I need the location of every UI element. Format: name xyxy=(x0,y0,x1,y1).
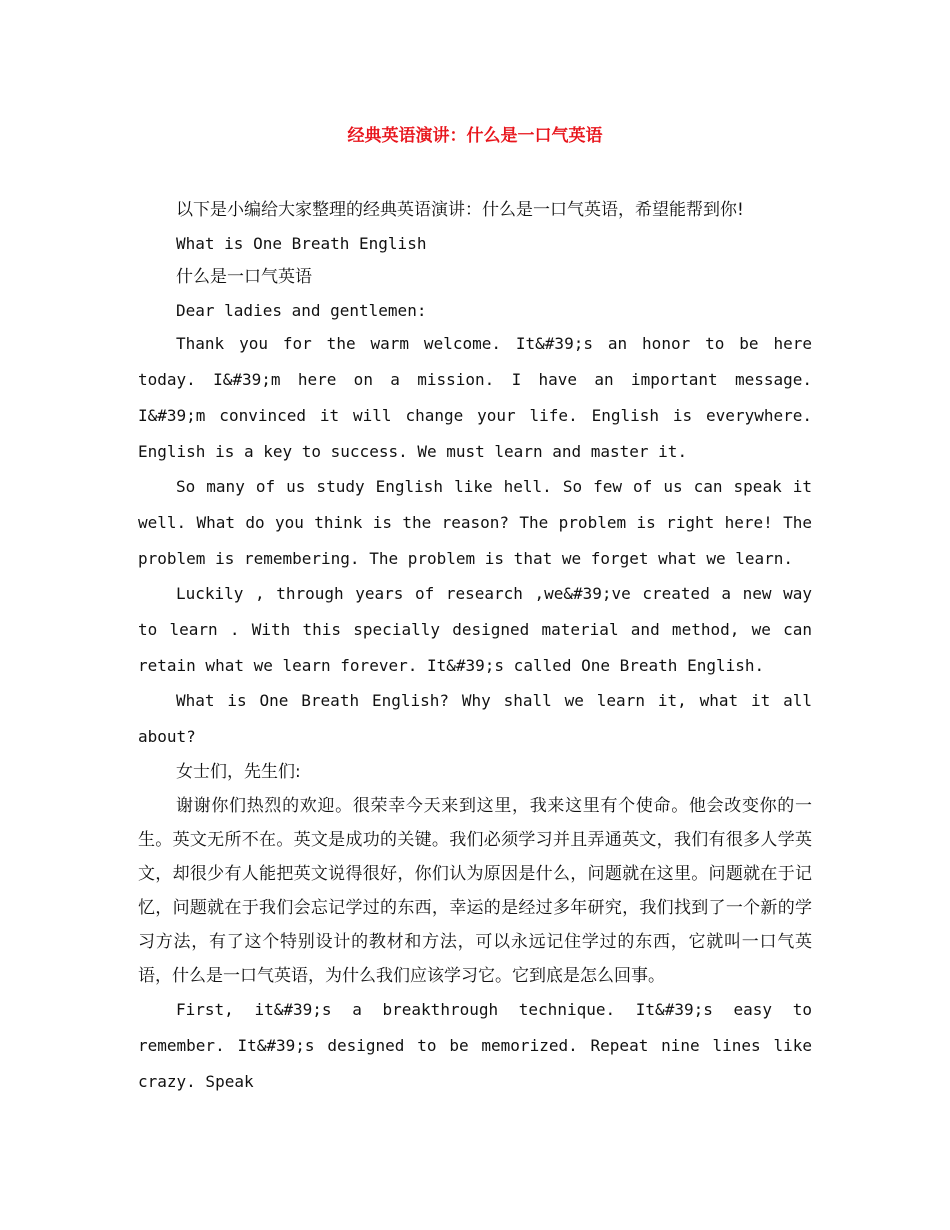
document-title: 经典英语演讲：什么是一口气英语 xyxy=(347,126,603,146)
paragraph-question: What is One Breath English? Why shall we learn it, what it all about? xyxy=(138,691,812,746)
chinese-heading: 什么是一口气英语 xyxy=(176,267,312,287)
paragraph-welcome: Thank you for the warm welcome. It&#39;s an honor to be here today. I&#39;m here on a mission. I have an important message. I&#39;m convinced it will change your life. English is everywhere. English is a key to success. We must learn and master it. xyxy=(138,334,812,461)
paragraph-problem: So many of us study English like hell. So few of us can speak it well. What do you think is the reason? The problem is right here! The problem is remembering. The problem is that we forget what we learn. xyxy=(138,477,812,568)
document-body xyxy=(138,193,812,1100)
paragraph-chinese-translation: 谢谢你们热烈的欢迎。很荣幸今天来到这里，我来这里有个使命。他会改变你的一生。英文无所不在。英文是成功的关键。我们必须学习并且弄通英文，我们有很多人学英文，却很少有人能把英文说得很好，你们认为原因是什么，问题就在这里。问题就在于记忆，问题就在于我们会忘记学过的东西，幸运的是经过多年研究，我们找到了一个新的学习方法，有了这个特别设计的教材和方法，可以永远记住学过的东西，它就叫一口气英语，什么是一口气英语，为什么我们应该学习它。它到底是怎么回事。 xyxy=(138,796,812,986)
paragraph-first-point: First, it&#39;s a breakthrough technique. It&#39;s easy to remember. It&#39;s designed to be memorized. Repeat nine lines like crazy. Speak xyxy=(138,1000,812,1091)
paragraph-method: Luckily , through years of research ,we&#39;ve created a new way to learn . With this specially designed material and method, we can retain what we learn forever. It&#39;s called One Breath English. xyxy=(138,584,812,675)
english-heading: What is One Breath English xyxy=(176,234,427,253)
salutation-chinese: 女士们，先生们: xyxy=(176,762,301,782)
salutation-english: Dear ladies and gentlemen: xyxy=(176,301,427,320)
intro-paragraph: 以下是小编给大家整理的经典英语演讲：什么是一口气英语，希望能帮到你! xyxy=(176,200,744,220)
